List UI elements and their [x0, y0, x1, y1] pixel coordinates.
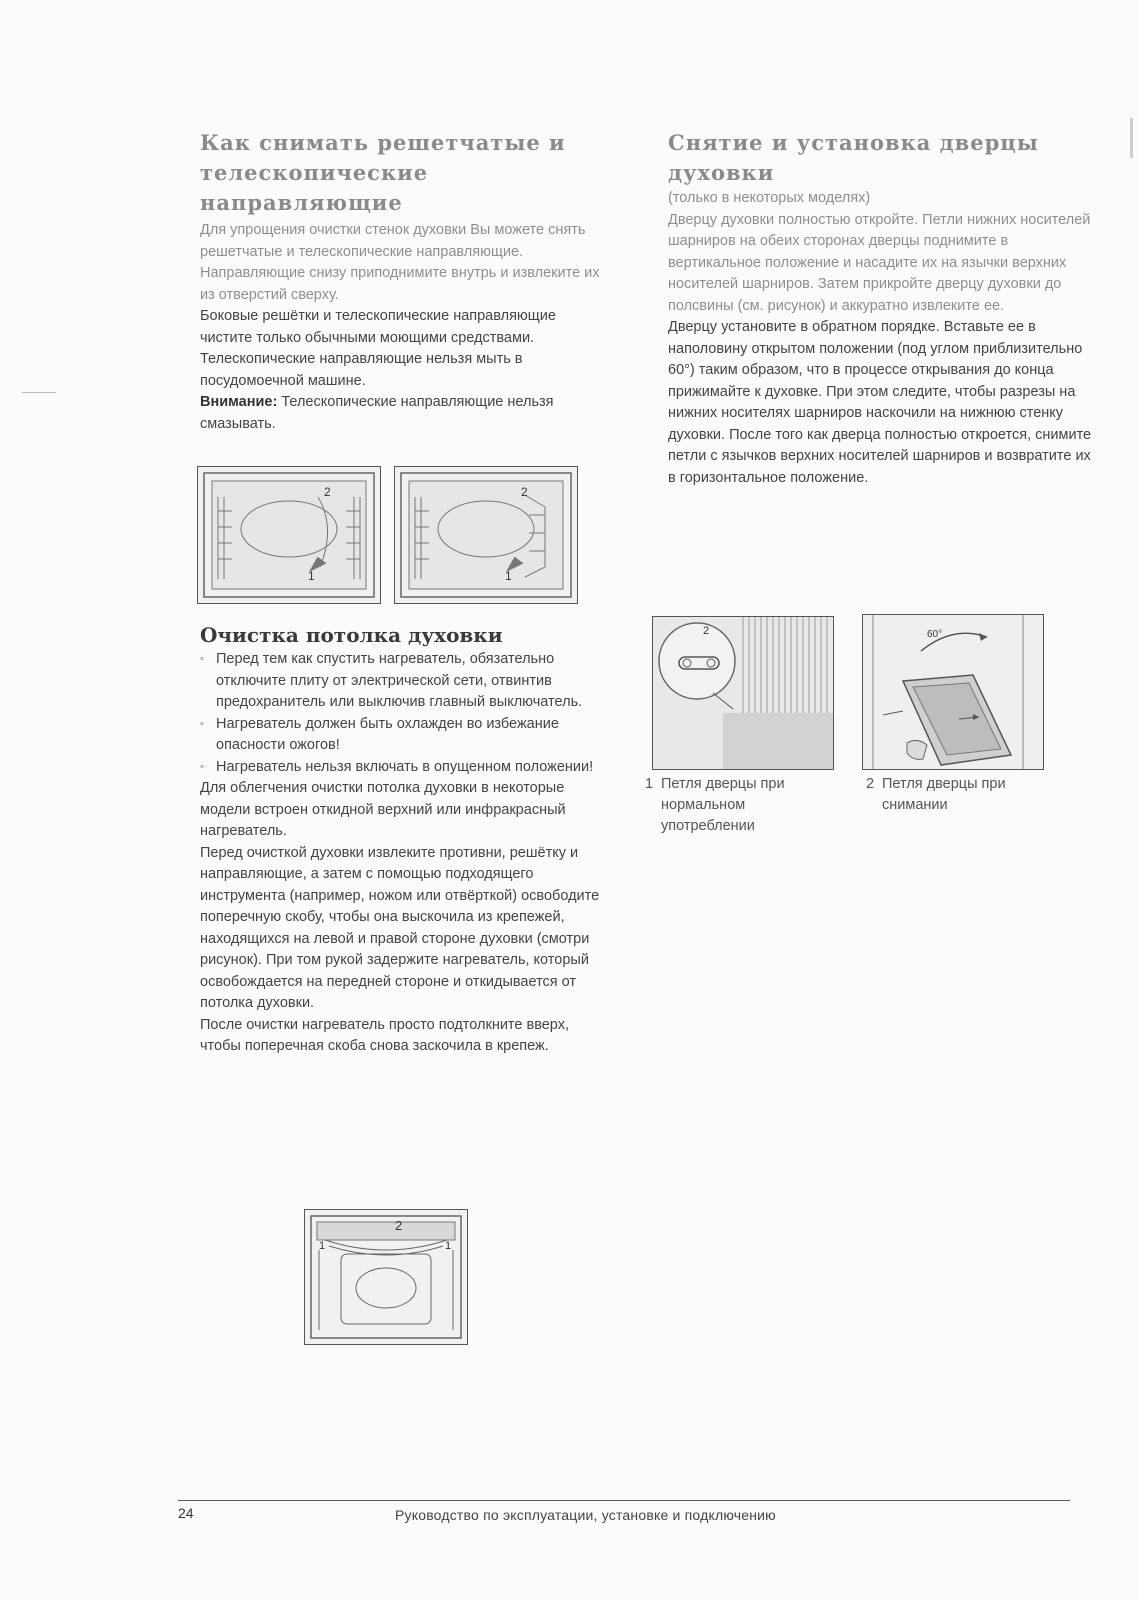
door-hinge-figure: [652, 616, 834, 770]
footer-title: Руководство по эксплуатации, установке и подключению: [395, 1507, 776, 1523]
bullet-item: ◦ Нагреватель должен быть охлажден во избежание опасности ожогов!: [200, 714, 600, 757]
rails-warning: [200, 392, 600, 435]
caption-number: 2: [866, 776, 875, 792]
hinge-diagram: [653, 617, 833, 769]
caption-text: употреблении: [661, 818, 755, 834]
rails-figure-left: [197, 466, 381, 604]
bullet-item: ◦ Нагреватель нельзя включать в опущенном положении!: [200, 757, 600, 779]
caption-text: нормальном: [661, 797, 746, 813]
figure-mark: 2: [703, 625, 710, 637]
section-title-rails: Как снимать решетчатые и телескопические направляющие: [200, 130, 566, 215]
heater-figure: [304, 1209, 468, 1345]
figure-mark: 1: [319, 1240, 326, 1252]
door-removal-figure: [862, 614, 1044, 770]
rails-paragraph-1: Для упрощения очистки стенок духовки Вы можете снять решетчатые и телескопические направляющие. Направляющие снизу приподнимите внутрь и извлеките их из отверстий сверху.: [200, 222, 600, 303]
figure-mark: 2: [395, 1218, 403, 1233]
page-number: 24: [178, 1505, 194, 1521]
caption-text: снимании: [882, 797, 948, 813]
figure-mark: 1: [505, 569, 512, 583]
scan-margin-mark: [1130, 118, 1133, 158]
section-title-ceiling: Очистка потолка духовки: [200, 623, 503, 647]
ceiling-paragraph-3: После очистки нагреватель просто подтолкните вверх, чтобы поперечная скоба снова заскочила в крепеж.: [200, 1016, 569, 1054]
caption-text: Петля дверцы при: [882, 776, 1006, 792]
figure-mark: 2: [324, 485, 331, 499]
rails-diagram-left: [198, 467, 380, 603]
door-note: (только в некоторых моделях): [668, 190, 871, 206]
warning-label: Внимание:: [200, 394, 278, 410]
ceiling-paragraph-2: Перед очисткой духовки извлеките противни, решётку и направляющие, а затем с помощью подходящего инструмента (например, ножом или отвёрткой) освободите поперечную скобу, чтобы она выскочила из крепежей, находящихся на левой и правой стороне духовки (смотри рисунок). При том рукой задержите нагреватель, который освобождается на передней стороне и откидывается от потолка духовки.: [200, 844, 600, 1011]
footer-rule: [178, 1500, 1070, 1501]
caption-text: Петля дверцы при: [661, 776, 785, 792]
rails-paragraph-2: Боковые решётки и телескопические направляющие чистите только обычными моющими средствами.: [200, 308, 556, 346]
rails-figure-right: [394, 466, 578, 604]
scan-margin-mark: [22, 392, 56, 393]
figure-mark: 2: [521, 485, 528, 499]
figure-mark: 1: [445, 1240, 452, 1252]
ceiling-paragraph-1: Для облегчения очистки потолка духовки в некоторые модели встроен откидной верхний или инфракрасный нагреватель.: [200, 780, 566, 839]
door-paragraph-1: Дверцу духовки полностью откройте. Петли нижних носителей шарниров на обеих сторонах дверцы поднимите в вертикальное положение и насадите их на язычки верхних носителей шарниров. Затем прикройте дверцу духовки до полсвины (см. рисунок) и аккуратно извлеките ее.: [668, 211, 1091, 314]
right-column: [668, 128, 1093, 489]
caption-hinge-normal: [645, 774, 845, 837]
door-removal-diagram: [863, 615, 1043, 769]
heater-diagram: [305, 1210, 467, 1344]
caption-hinge-removal: [866, 774, 1076, 816]
bullet-item: ◦ Перед тем как спустить нагреватель, обязательно отключите плиту от электрической сети, отвинтив предохранитель или выключив главный выключатель.: [200, 649, 600, 714]
warning-text: Телескопические направляющие нельзя смазывать.: [200, 394, 554, 432]
warning-bullet-list: [200, 649, 600, 778]
door-paragraph-2: Дверцу установите в обратном порядке. Вставьте ее в наполовину открытом положении (под углом приблизительно 60°) таким образом, что в процессе открывания до конца прижимайте к духовке. При этом следите, чтобы разрезы на нижних носителях шарниров наскочили на нижнюю стенку духовки. После того как дверца полностью откроется, снимите петли с язычков верхних носителей шарниров и возвратите их в горизонтальное положение.: [668, 319, 1092, 486]
caption-number: 1: [645, 776, 654, 792]
section-title-door: Снятие и установка дверцы духовки: [668, 130, 1039, 185]
figure-mark: 60°: [927, 629, 943, 640]
rails-paragraph-3: Телескопические направляющие нельзя мыть в посудомоечной машине.: [200, 351, 523, 389]
figure-mark: 1: [308, 569, 315, 583]
rails-diagram-right: [395, 467, 577, 603]
